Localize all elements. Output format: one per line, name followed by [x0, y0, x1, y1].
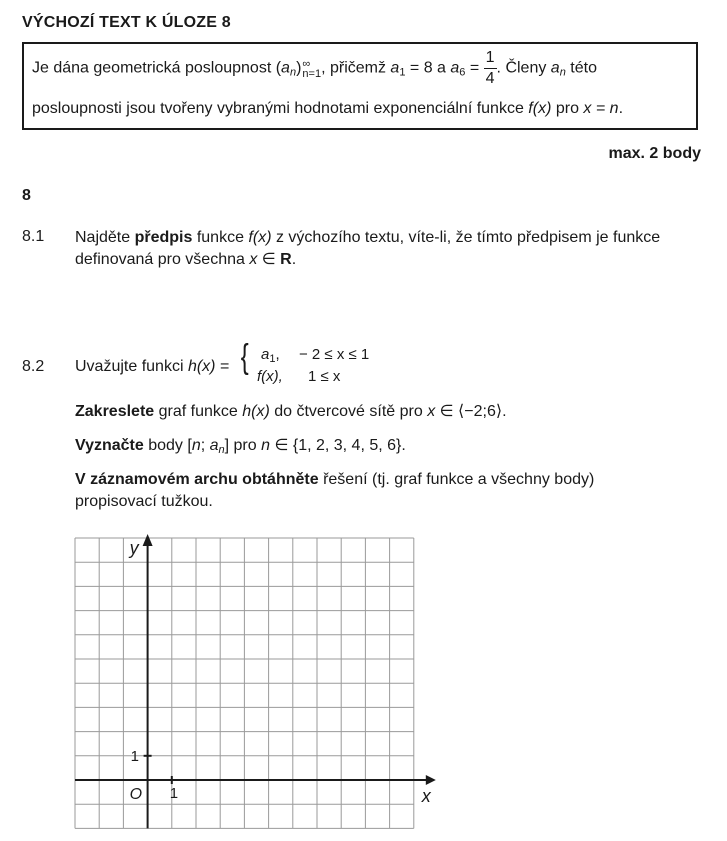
intro-box — [22, 42, 698, 130]
instruction-trace — [75, 469, 594, 513]
hx-symbol: h(x) — [242, 403, 270, 420]
fx-symbol: f(x) — [528, 100, 552, 117]
subquestion-label-8-1: 8.1 — [22, 228, 45, 245]
piecewise-definition — [75, 338, 405, 388]
sequence-lower-limit: n=1 — [302, 67, 322, 80]
x-tick-label: 1 — [169, 785, 179, 802]
trace-bold: V záznamovém archu obtáhněte — [75, 471, 319, 488]
fraction-denominator: 4 — [485, 70, 495, 87]
equals-sign: = — [215, 358, 230, 375]
an-subscript: n — [559, 66, 566, 79]
q82-text: body [ — [143, 437, 192, 454]
origin-label: O — [129, 786, 143, 803]
fx-symbol: f(x) — [248, 229, 272, 246]
instruction-draw — [75, 401, 507, 423]
intro-text: Je dána geometrická posloupnost ( — [32, 59, 282, 77]
piece-1-function — [261, 346, 280, 365]
q82-text: Uvažujte funkci — [75, 358, 188, 375]
piece-2-condition: 1 ≤ x — [308, 368, 341, 385]
q82-text: ; — [200, 437, 210, 454]
an-symbol: a — [281, 59, 290, 77]
mark-bold: Vyznačte — [75, 437, 144, 454]
piece-1-condition: − 2 ≤ x ≤ 1 — [299, 346, 370, 363]
instruction-mark — [75, 435, 406, 461]
sequence-upper-limit: ∞ — [302, 57, 311, 70]
y-axis-label: y — [129, 538, 139, 558]
intro-line-2 — [32, 100, 623, 118]
max-points: max. 2 body — [608, 145, 701, 162]
subquestion-label-8-2: 8.2 — [22, 358, 45, 375]
intro-text: posloupnosti jsou tvořeny vybranými hodnotami exponenciální funkce — [32, 100, 529, 117]
x-axis-arrow-icon — [426, 775, 436, 785]
intro-text: ) — [296, 59, 302, 77]
intro-line-1 — [32, 50, 597, 87]
brace-icon: { — [240, 338, 249, 376]
subquestion-8-1-text — [75, 227, 660, 271]
intro-text: , přičemž — [321, 59, 391, 77]
q82-text: propisovací tužkou. — [75, 493, 213, 510]
draw-bold: Zakreslete — [75, 403, 155, 420]
an-subscript: n — [289, 66, 297, 79]
grid-lines — [75, 538, 414, 828]
q82-text: do čtvercové sítě pro — [269, 403, 428, 420]
q82-text: řešení (tj. graf funkce a všechny body) — [318, 471, 595, 488]
reals-symbol: R — [280, 251, 292, 268]
a1-symbol: a — [261, 346, 270, 363]
q81-text: z výchozího textu, víte-li, že tímto předpisem je funkce — [271, 229, 661, 246]
q82-text: graf funkce — [154, 403, 243, 420]
x-axis-label: x — [421, 786, 431, 806]
axes — [75, 534, 436, 828]
intro-text: = — [465, 59, 484, 77]
n-symbol: n — [191, 437, 201, 454]
piece-2-function: f(x), — [257, 368, 283, 385]
q81-text: Najděte — [75, 229, 135, 246]
intro-text: této — [565, 59, 597, 77]
intro-text: pro — [551, 100, 584, 117]
intro-text: . Členy — [496, 59, 551, 77]
q81-bold-term: předpis — [134, 229, 193, 246]
x-symbol: x — [427, 403, 436, 420]
q82-text: ] pro — [224, 437, 262, 454]
piece-separator: , — [275, 346, 280, 363]
question-number: 8 — [22, 187, 31, 204]
q81-text: funkce — [192, 229, 249, 246]
x-equals-n: x = n — [583, 100, 619, 117]
an-symbol: a — [209, 437, 219, 454]
interval-text: ∈ ⟨−2;6⟩. — [435, 403, 507, 420]
q81-text: . — [291, 251, 297, 268]
x-symbol: x — [249, 251, 258, 268]
n-symbol: n — [261, 437, 271, 454]
section-heading: VÝCHOZÍ TEXT K ÚLOZE 8 — [22, 14, 231, 31]
fraction-numerator: 1 — [484, 50, 497, 69]
a6-symbol: a — [450, 59, 460, 77]
intro-text: = 8 a — [405, 59, 451, 77]
hx-symbol: h(x) — [187, 358, 216, 375]
y-axis-arrow-icon — [143, 534, 153, 546]
set-text: ∈ {1, 2, 3, 4, 5, 6}. — [270, 437, 406, 454]
a1-subscript: 1 — [399, 66, 406, 79]
piecewise-intro — [75, 358, 229, 376]
a6-subscript: 6 — [459, 66, 466, 79]
y-tick-label: 1 — [130, 747, 139, 765]
a1-symbol: a — [390, 59, 400, 77]
fraction — [484, 50, 497, 87]
coordinate-grid — [60, 532, 450, 837]
element-of-symbol: ∈ — [257, 251, 281, 268]
an-symbol: a — [550, 59, 560, 77]
q81-text: definovaná pro všechna — [75, 251, 250, 268]
a1-subscript: 1 — [269, 353, 276, 365]
an-subscript: n — [218, 444, 225, 456]
intro-text: . — [618, 100, 624, 117]
